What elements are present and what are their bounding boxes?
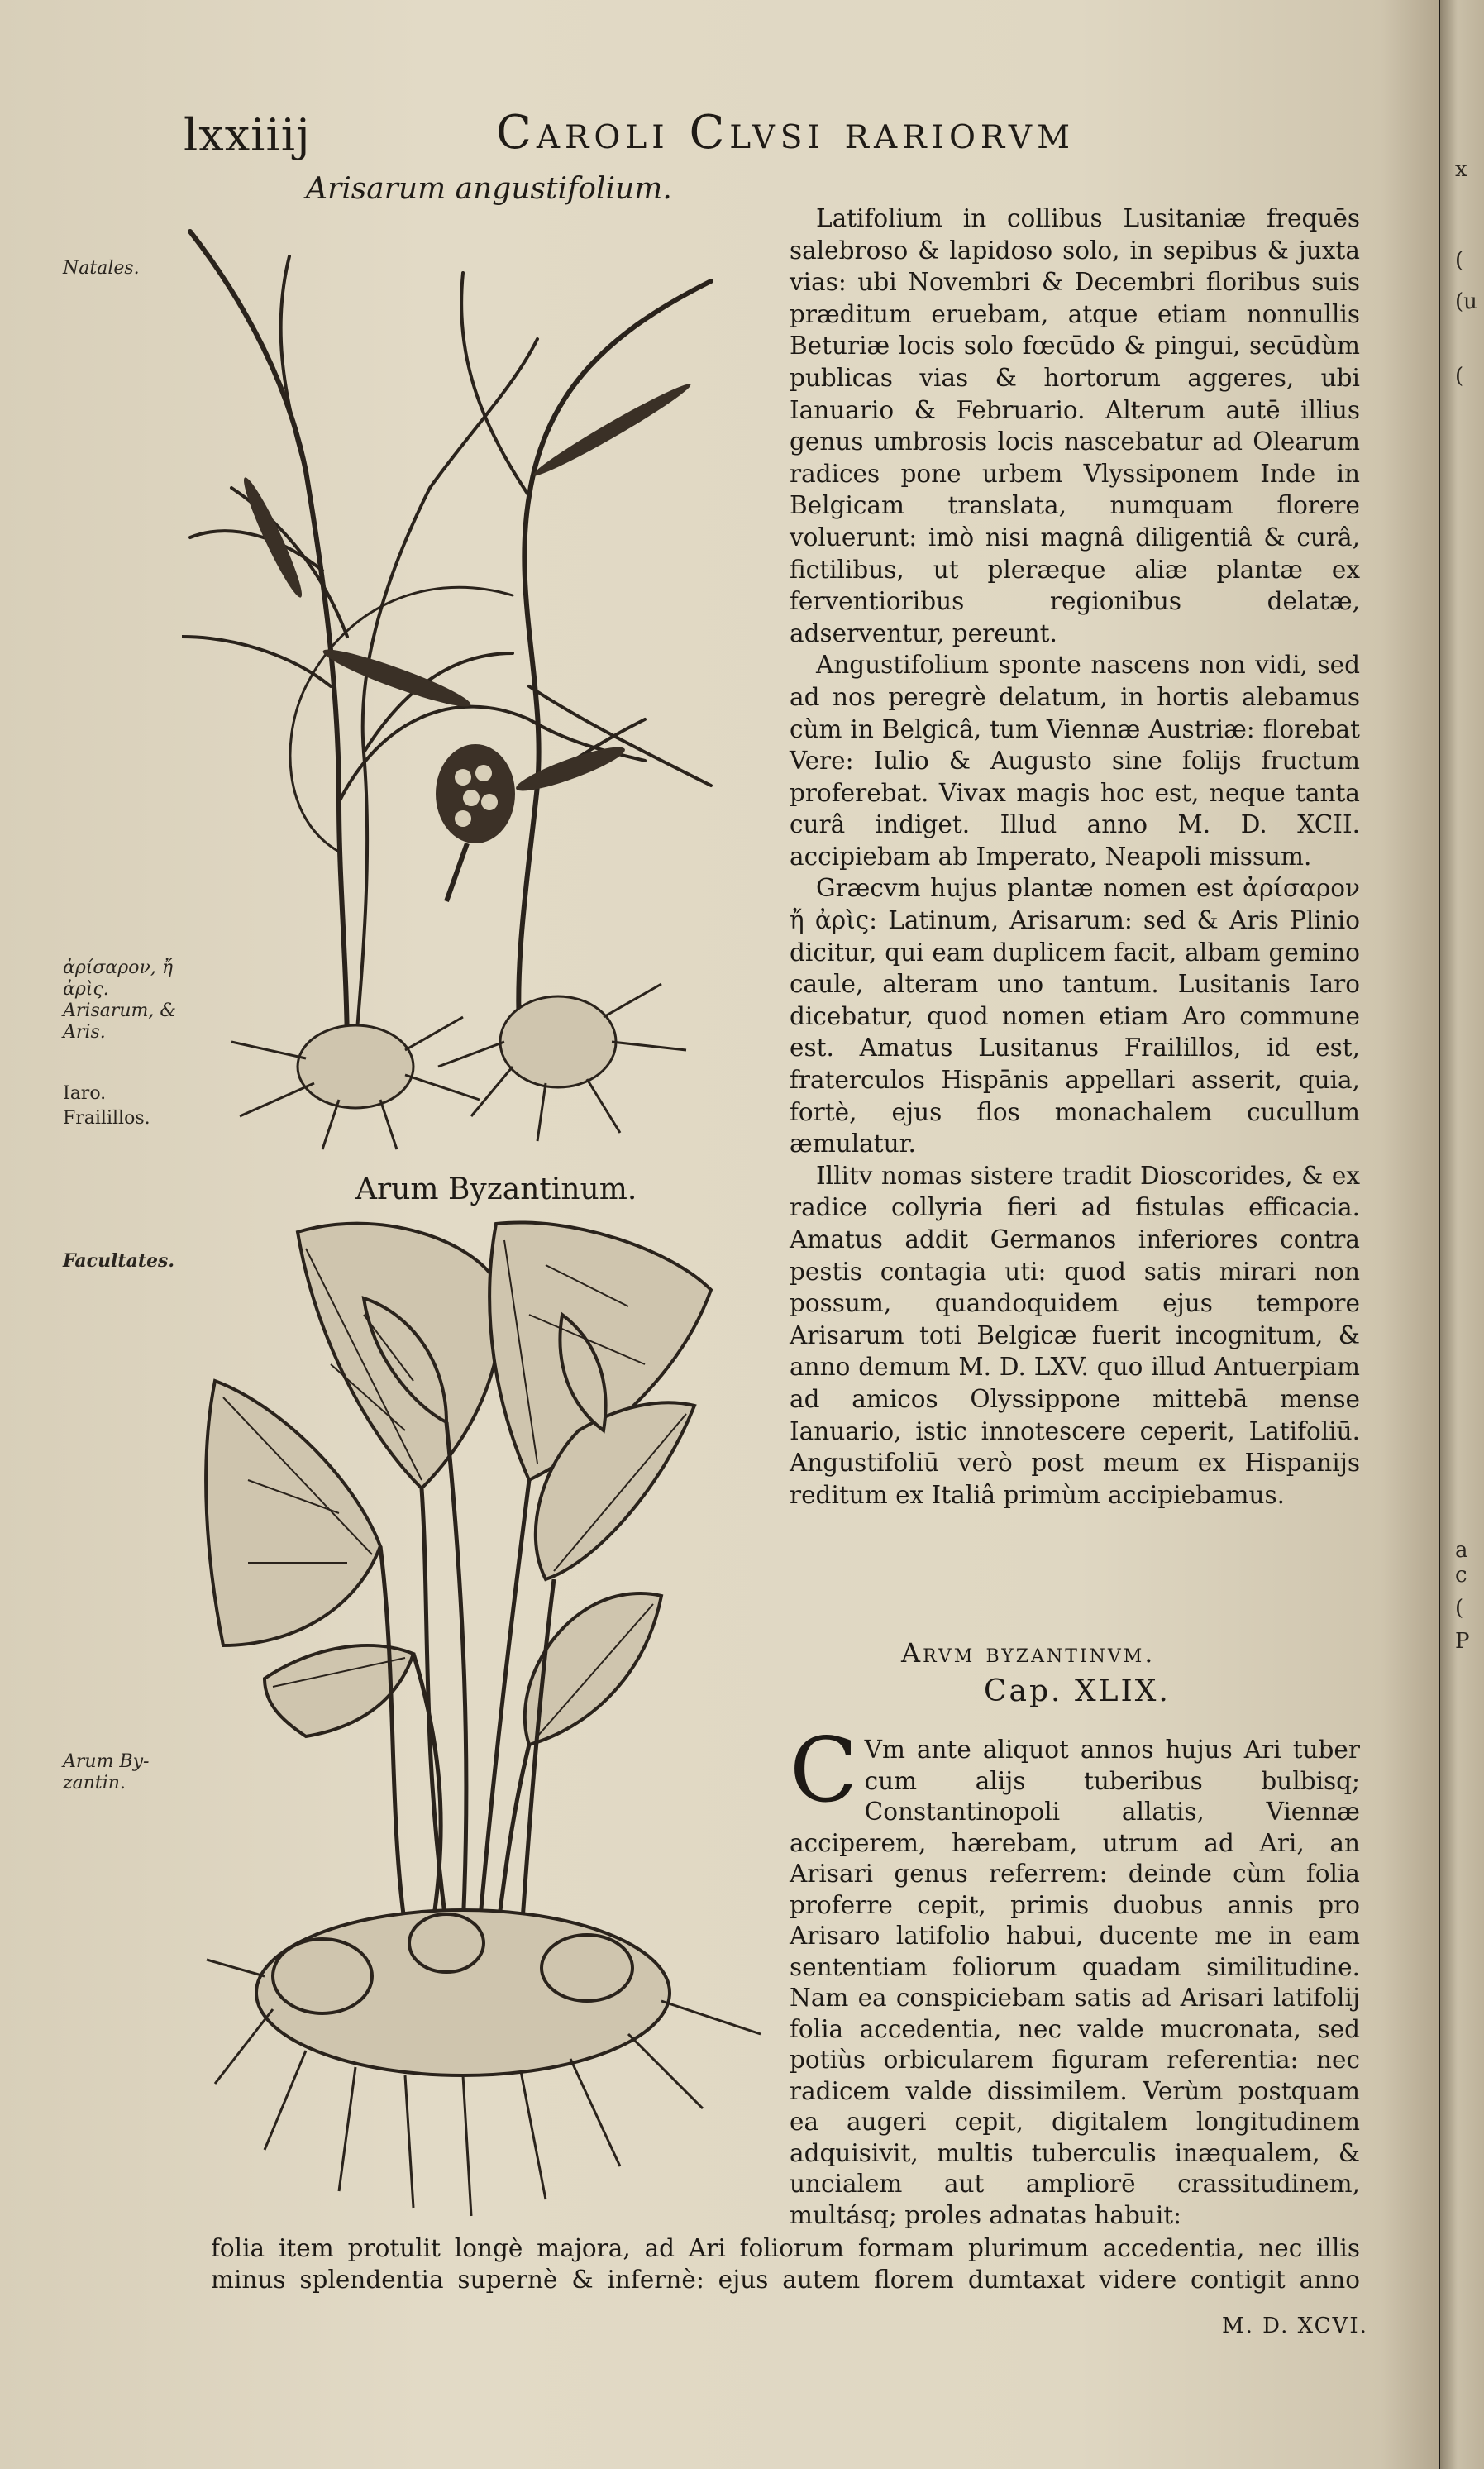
next-page-fragment: x bbox=[1455, 157, 1467, 182]
paragraph-1: Latifolium in collibus Lusitaniæ frequēs salebroso & lapidoso solo, in sepibus & juxta vias: ubi Novembri & Decembri floribus suis præditum eruebam, atque etiam nonnullis Beturiæ locis solo fœcūdo & pingui, secūdùm publicas vias & hortorum aggeres, ubi Ianuario & Februario. Alterum autē illius genus umbrosis locis nascebatur ad Olearum radices pone urbem Vlyssiponem Inde in Belgicam translata, numquam florere voluerunt: imò nisi magnâ diligentiâ & curâ, fictilibus, ut pleræque aliæ plantæ ex ferventioribus regionibus delatæ, adserventur, pereunt. bbox=[790, 204, 1360, 647]
chapter-title: Arvm byzantinvm. bbox=[901, 1637, 1156, 1669]
chapter-first-paragraph: Vm ante aliquot annos hujus Ari tuber cum alijs tuberibus bulbisq; Constantinopoli allatis, Viennæ acciperem, hærebam, utrum ad Ari, an Arisari genus referrem: deinde cùm folia proferre cepit, primis duobus annis pro Arisaro latifolio habui, ducente me in eam sententiam foliorum quadam similitudine. Nam ea conspiciebam satis ad Arisari latifolij folia accedentia, nec valde mucronata, sed potiùs orbicularem figuram referentia: nec radicem valde dissimilem. Verùm postquam ea augeri cepit, digitalem longitudinem adquisivit, multis tuberculis inæqualem, & uncialem aut ampliorē crassitudinem, multásq; proles adnatas habuit: bbox=[790, 1736, 1360, 2229]
margin-note-facultates: Facultates. bbox=[63, 1250, 175, 1272]
arum-byzantinum-woodcut-illustration bbox=[198, 1215, 794, 2233]
margin-note-frailillos: Frailillos. bbox=[63, 1108, 150, 1129]
next-page-fragment: a bbox=[1455, 1538, 1468, 1563]
year-signature: M. D. XCVI. bbox=[1222, 2314, 1368, 2338]
next-page-fragment: ( bbox=[1455, 364, 1464, 389]
chapter-body bbox=[790, 1719, 1360, 2231]
drop-cap: C bbox=[790, 1719, 858, 1822]
page-number: lxxiiij bbox=[184, 109, 311, 161]
next-page-fragment: ( bbox=[1455, 248, 1464, 273]
paragraph-3: Græcvm hujus plantæ nomen est ἀρίσαρον ἤ ἀρὶς: Latinum, Arisarum: sed & Aris Plinio dicitur, qui eam duplicem facit, albam gemino caule, alteram uno tantum. Lusitanis Iaro dicebatur, quod nomen etiam Aro commune est. Amatus Lusitanus Frailillos, id est, fraterculos Hispānis appellari asserit, quia, fortè, ejus flos monachalem cucullum æmulatur. bbox=[790, 874, 1360, 1158]
adjacent-page-edge bbox=[1440, 0, 1484, 2469]
figure-1-caption: Arisarum angustifolium. bbox=[306, 172, 672, 206]
figure-2-caption: Arum Byzantinum. bbox=[355, 1172, 637, 1206]
next-page-fragment: P bbox=[1455, 1629, 1470, 1654]
arisarum-woodcut-illustration bbox=[182, 223, 777, 1158]
margin-note-arisarum: Arisarum, & Aris. bbox=[63, 1000, 176, 1043]
next-page-fragment: (u bbox=[1455, 289, 1477, 314]
margin-note-arum-byzantin: Arum By- zantin. bbox=[63, 1751, 150, 1793]
chapter-number: Cap. XLIX. bbox=[984, 1674, 1171, 1708]
running-title: Caroli Clvsi rariorvm bbox=[496, 106, 1076, 160]
paragraph-4: Illitv nomas sistere tradit Dioscorides, & ex radice collyria fieri ad fistulas efficacia. Amatus addit Germanos inferiores contra pestis contagia uti: quod satis mirari non possum, quandoquidem ejus tempore Arisarum toti Belgicæ fuerit incognitum, & anno demum M. D. LXV. quo illud Antuerpiam ad amicos Olyssippone mittebā mense Ianuario, istic innotescere ceperit, Latifoliū. Angustifoliū verò post meum ex Hispanijs reditum ex Italiâ primùm accipiebamus. bbox=[790, 1161, 1360, 1509]
margin-note-greek: ἀρίσαρον, ἤ ἀρὶς. bbox=[63, 958, 174, 1000]
margin-note-natales: Natales. bbox=[63, 258, 140, 279]
next-page-fragment: c bbox=[1455, 1563, 1467, 1588]
paragraph-2: Angustifolium sponte nascens non vidi, sed ad nos peregrè delatum, in hortis alebamus cùm in Belgicâ, tum Viennæ Austriæ: florebat Vere: Iulio & Augusto sine folijs fructum proferebat. Vivax magis hoc est, neque tanta curâ indiget. Illud anno M. D. XCII. accipiebam ab Imperato, Neapoli missum. bbox=[790, 651, 1360, 871]
chapter-continuation: folia item protulit longè majora, ad Ari foliorum formam plurimum accedentia, nec illis minus splendentia supernè & infernè: ejus autem florem dumtaxat videre contigit anno bbox=[211, 2234, 1360, 2294]
main-text-column bbox=[790, 203, 1360, 1511]
next-page-fragment: ( bbox=[1455, 1596, 1464, 1621]
margin-note-iaro: Iaro. bbox=[63, 1083, 107, 1104]
